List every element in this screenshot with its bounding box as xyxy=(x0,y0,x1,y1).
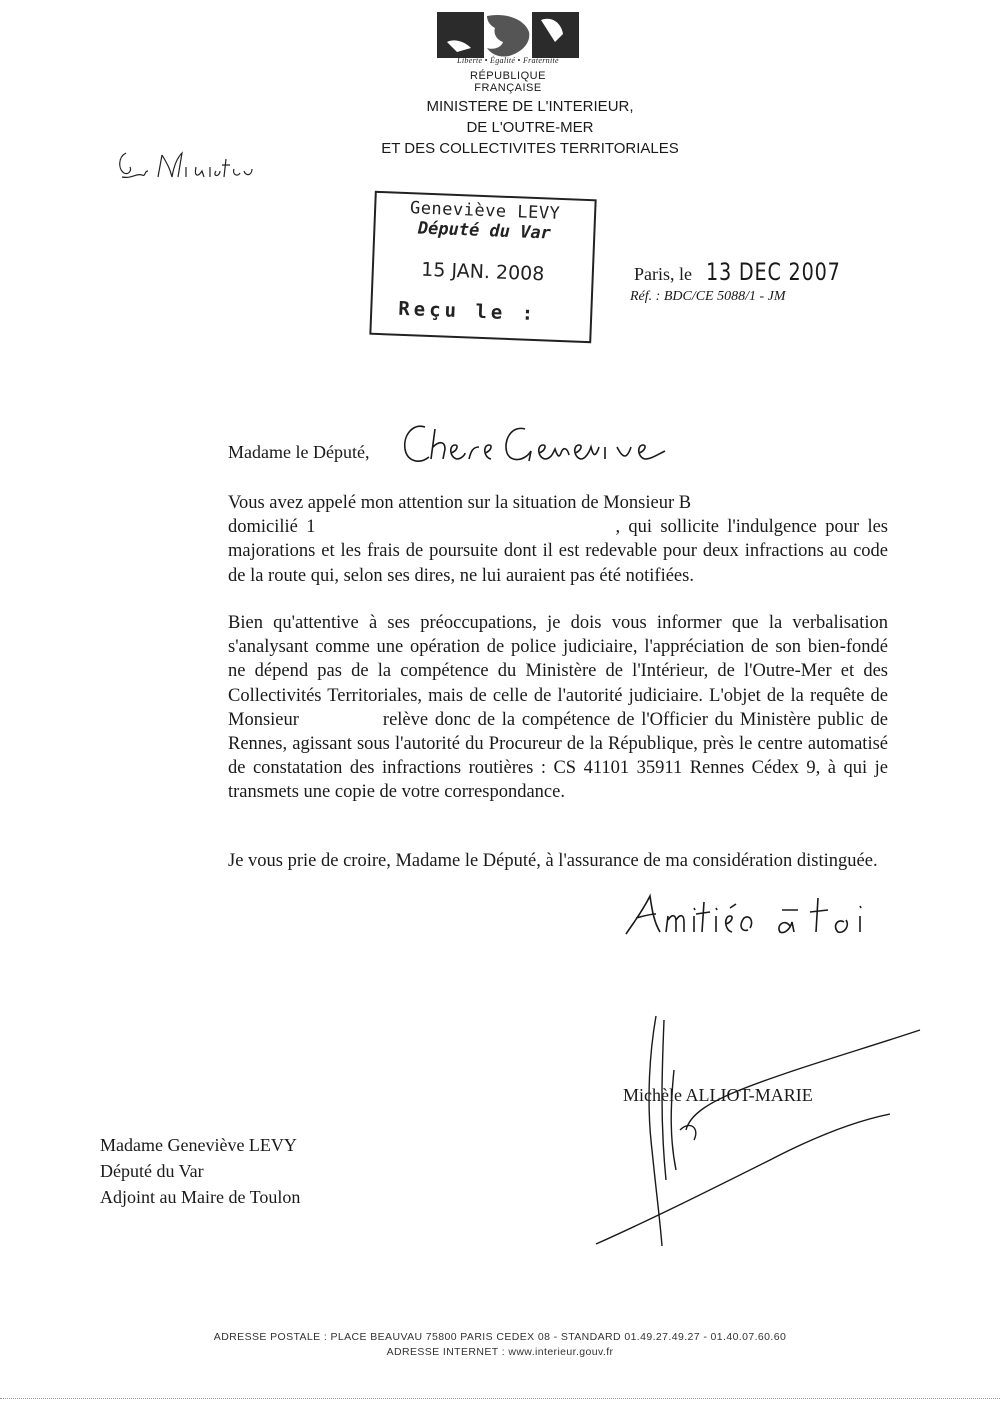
stamp-role: Député du Var xyxy=(417,218,552,244)
ministry-line-1: MINISTERE DE L'INTERIEUR, xyxy=(426,98,634,115)
closing-formula: Je vous prie de croire, Madame le Député, à l'assurance de ma considération distinguée. xyxy=(228,851,878,871)
dateline xyxy=(634,258,874,286)
recipient-line-2: Député du Var xyxy=(100,1161,204,1181)
ministry-line-3: ET DES COLLECTIVITES TERRITORIALES xyxy=(381,140,679,157)
stamp-date: 15 JAN. 2008 xyxy=(420,258,545,286)
footer-postal: ADRESSE POSTALE : PLACE BEAUVAU 75800 PARIS CEDEX 08 - STANDARD 01.49.27.49.27 - 01.40.07.60.60 xyxy=(213,1331,787,1343)
ministry-heading xyxy=(330,96,730,159)
paragraph-3 xyxy=(228,849,888,873)
footer-internet: ADRESSE INTERNET : www.interieur.gouv.fr xyxy=(386,1346,614,1358)
p1-text-c: , qui sollicite l'indulgence pour les majorations et les frais de poursuite dont il est redevable pour deux infractions au code de la route qui, selon ses dires, ne lui auraient pas été notifiées. xyxy=(228,517,889,586)
salutation: Madame le Député, xyxy=(228,442,370,462)
reception-stamp xyxy=(369,191,596,343)
p2-text-a: Bien qu'attentive à ses préoccupations, je dois vous informer que la verbalisation s'analysant comme une opération de police judiciaire, l'appréciation de son bien-fondé ne dépend pas de la compétence du Ministère de l'Intérieur, de l'Outre-Mer et des Collectivités Territoriales, mais de celle de l'autorité judiciaire. L'objet de la requête de Monsieur xyxy=(228,613,888,730)
signer-name: Michèle ALLIOT-MARIE xyxy=(623,1085,813,1105)
scan-edge-rule xyxy=(0,1398,1000,1400)
handwritten-closing xyxy=(620,882,910,946)
paragraph-2 xyxy=(228,611,888,805)
signature xyxy=(590,1010,930,1250)
footer xyxy=(100,1330,900,1360)
p1-text-a: Vous avez appelé mon attention sur la situation de Monsieur B xyxy=(228,493,692,513)
ministry-line-2: DE L'OUTRE-MER xyxy=(466,119,594,136)
logo-motto: Liberté • Égalité • Fraternité xyxy=(457,56,559,65)
recipient-address xyxy=(100,1132,300,1210)
handwritten-salutation xyxy=(395,415,685,475)
dateline-place: Paris, le xyxy=(634,264,692,284)
recipient-line-1: Madame Geneviève LEVY xyxy=(100,1135,297,1155)
reference: Réf. : BDC/CE 5088/1 - JM xyxy=(630,289,786,304)
stamp-name: Geneviève LEVY xyxy=(409,198,561,224)
logo-republic-text: RÉPUBLIQUE FRANÇAISE xyxy=(470,70,546,94)
stamp-received-label: Reçu le : xyxy=(397,297,538,326)
p2-text-b: relève donc de la compétence de l'Officier du Ministère public de Rennes, agissant sous l'autorité du Procureur de la République, près le centre automatisé de constatation des infractions routières : CS 41101 35911 Rennes Cédex 9, à qui je transmets une copie de votre correspondance. xyxy=(228,709,888,803)
paragraph-1 xyxy=(228,491,888,588)
p1-text-b: domicilié 1 xyxy=(228,517,316,538)
recipient-line-3: Adjoint au Maire de Toulon xyxy=(100,1187,301,1207)
handwritten-le-ministre xyxy=(112,143,262,191)
dateline-date: 13 DEC 2007 xyxy=(706,258,841,286)
